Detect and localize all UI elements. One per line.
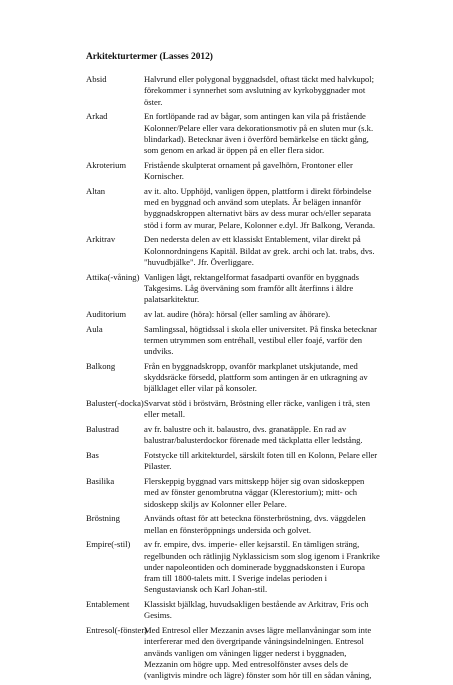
definition-line: bjälklaget eller vilar på konsoler. (144, 383, 257, 394)
glossary-entry (86, 160, 386, 183)
definition-line: "huvudbjälke". Jfr. Överliggare. (144, 256, 254, 267)
glossary-entry (86, 309, 386, 320)
definition-line: Fotstycke till arkitekturdel, särskilt foten till en Kolonn, Pelare eller (144, 450, 378, 460)
definition-line: eller metall. (144, 409, 186, 420)
glossary-definition (144, 599, 386, 622)
glossary-entry (86, 625, 386, 681)
definition-line: palatsarkitektur. (144, 294, 200, 304)
glossary-definition (144, 309, 386, 320)
definition-line: Den nedersta delen av ett klassiskt Entablement, vilar direkt på (144, 234, 361, 245)
glossary-entry (86, 111, 386, 156)
glossary-term: Baluster(-docka) (86, 398, 144, 408)
definition-line: Kolonner/Pelare eller vara dekorationsmotiv på en sluten mur (s.k. (144, 122, 374, 133)
glossary-term: Balustrad (86, 424, 119, 434)
definition-line: undviks. (144, 346, 174, 356)
glossary-definition (144, 539, 386, 595)
glossary-term: Entablement (86, 599, 130, 609)
definition-line: Fristående skulpterat ornament på gavelhörn, Frontoner eller (144, 159, 353, 170)
glossary-entry (86, 361, 386, 395)
definition-line: (vanligtvis mindre och lägre) fönster som hör till en sådan våning, (144, 670, 372, 680)
glossary-definition (144, 234, 386, 268)
glossary-definition (144, 324, 386, 358)
document-title: Arkitekturtermer (Lasses 2012) (86, 52, 213, 62)
definition-line: Sengustaviansk och Karl Johan-stil. (144, 584, 268, 595)
glossary-term: Arkitrav (86, 234, 116, 245)
definition-line: Med Entresol eller Mezzanin avses lägre mellanvåningar som inte (144, 625, 372, 635)
definition-line: Används oftast för att beteckna fönsterbröstning, dvs. väggdelen (144, 513, 366, 524)
definition-line: regelbunden och rätlinjig Nyklassicism som slog igenom i Frankrike (144, 550, 380, 561)
glossary-term: Akroterium (86, 159, 127, 170)
glossary-entry (86, 450, 386, 473)
definition-line: En fortlöpande rad av bågar, som antingen kan vila på fristående (144, 111, 366, 122)
glossary-definition (144, 398, 386, 421)
glossary-definition (144, 513, 386, 536)
definition-line: Samlingssal, högtidssal i skola eller universitet. På finska betecknar (144, 323, 377, 334)
glossary-term: Aula (86, 323, 103, 334)
definition-line: förekommer i synnerhet som avslutning av kyrkobyggnader mot (144, 85, 366, 96)
definition-line: skyddsräcke försedd, plattform som antingen är en utkragning av (144, 372, 368, 382)
glossary-definition (144, 186, 386, 231)
definition-line: Klassiskt bjälklag, huvudsakligen bestående av Arkitrav, Fris och (144, 599, 369, 609)
glossary-entry (86, 272, 386, 306)
glossary-term: Attika(-våning) (86, 271, 140, 282)
definition-line: av lat. audire (höra): hörsal (eller samling av åhörare). (144, 308, 331, 319)
glossary-term: Bas (86, 450, 99, 460)
definition-line: Svarvat stöd i bröstvärn, Bröstning eller räcke, vanligen i trä, sten (144, 398, 371, 408)
glossary-definition (144, 272, 386, 306)
definition-line: mellan en fönsteröppnings undersida och golvet. (144, 524, 312, 535)
glossary-list (86, 74, 386, 685)
definition-line: Takgesims. Låg överväning som framför allt återfinns i äldre (144, 282, 354, 293)
glossary-term: Altan (86, 185, 106, 196)
glossary-entry (86, 513, 386, 536)
definition-line: balustrar/balusterdockor förenade med täckplatta eller ledstång. (144, 435, 363, 446)
glossary-definition (144, 361, 386, 395)
definition-line: Kornischer. (144, 171, 184, 181)
glossary-definition (144, 111, 386, 156)
definition-line: med av fönster genombrutna väggar (Klerestorium); mitt- och (144, 487, 358, 498)
glossary-term: Entresol(-fönster) (86, 625, 148, 635)
glossary-definition (144, 424, 386, 447)
glossary-entry (86, 398, 386, 421)
glossary-entry (86, 234, 386, 268)
definition-line: som genom en arkad är öppen på en eller flera sidor. (144, 145, 325, 155)
definition-line: med en byggnad och använd som uteplats. Är belägen innanför (144, 197, 362, 207)
definition-line: under napoleontiden och dominerade byggnadskonsten i Europa (144, 561, 365, 572)
glossary-entry (86, 186, 386, 231)
definition-line: interfererar med den övergripande våningsindelningen. Entresol (144, 636, 364, 647)
definition-line: Från en byggnadskropp, ovanför markplanet utskjutande, med (144, 360, 358, 371)
glossary-definition (144, 74, 386, 108)
glossary-term: Balkong (86, 360, 116, 371)
glossary-definition (144, 160, 386, 183)
glossary-entry (86, 324, 386, 358)
glossary-entry (86, 599, 386, 622)
glossary-entry (86, 539, 386, 595)
definition-line: av fr. empire, dvs. imperie- eller kejsarstil. En tämligen sträng, (144, 539, 360, 550)
glossary-definition (144, 450, 386, 473)
glossary-term: Bröstning (86, 513, 120, 524)
definition-line: Halvrund eller polygonal byggnadsdel, oftast täckt med halvkupol; (144, 74, 375, 84)
glossary-term: Arkad (86, 111, 108, 122)
definition-line: Mezzanin om högre upp. Med entresolfönster avses dels de (144, 658, 349, 669)
glossary-definition (144, 625, 386, 681)
definition-line: Gesims. (144, 610, 172, 621)
definition-line: byggnadskroppen alternativt bärs av dess murar och/eller separata (144, 208, 371, 219)
definition-line: av fr. balustre och it. balaustro, dvs. granatäpple. En rad av (144, 424, 347, 434)
glossary-term: Auditorium (86, 308, 127, 319)
glossary-entry (86, 476, 386, 510)
definition-line: Kolonnordningens Kapitäl. Bildat av grek. archi och lat. trabs, dvs. (144, 245, 375, 256)
glossary-term: Empire(-stil) (86, 539, 131, 550)
glossary-term: Absid (86, 74, 107, 84)
definition-line: används vanligen om våningen ligger nederst i byggnaden, (144, 647, 347, 658)
glossary-entry (86, 424, 386, 447)
definition-line: Vanligen lågt, rektangelformat fasadparti ovanför en byggnads (144, 271, 360, 282)
definition-line: stöd i form av murar, Pelare, Kolonner e.dyl. Jfr Balkong, Veranda. (144, 219, 375, 230)
definition-line: Flerskeppig byggnad vars mittskepp höjer sig ovan sidoskeppen (144, 476, 365, 486)
definition-line: öster. (144, 96, 163, 107)
glossary-term: Basilika (86, 476, 115, 486)
definition-line: av it. alto. Upphöjd, vanligen öppen, plattform i direkt förbindelse (144, 185, 372, 196)
definition-line: termen utrymmen som entréhall, vestibul eller foajé, varför den (144, 334, 363, 345)
glossary-entry (86, 74, 386, 108)
definition-line: fram till 1800-talets mitt. I Sverige indelas perioden i (144, 573, 328, 583)
glossary-definition (144, 476, 386, 510)
definition-line: blindarkad). Betecknar även i överförd bemärkelse en täckt gång, (144, 133, 369, 144)
definition-line: sidoskepp skiljs av Kolonner eller Pelare. (144, 498, 287, 509)
definition-line: Pilaster. (144, 461, 172, 472)
